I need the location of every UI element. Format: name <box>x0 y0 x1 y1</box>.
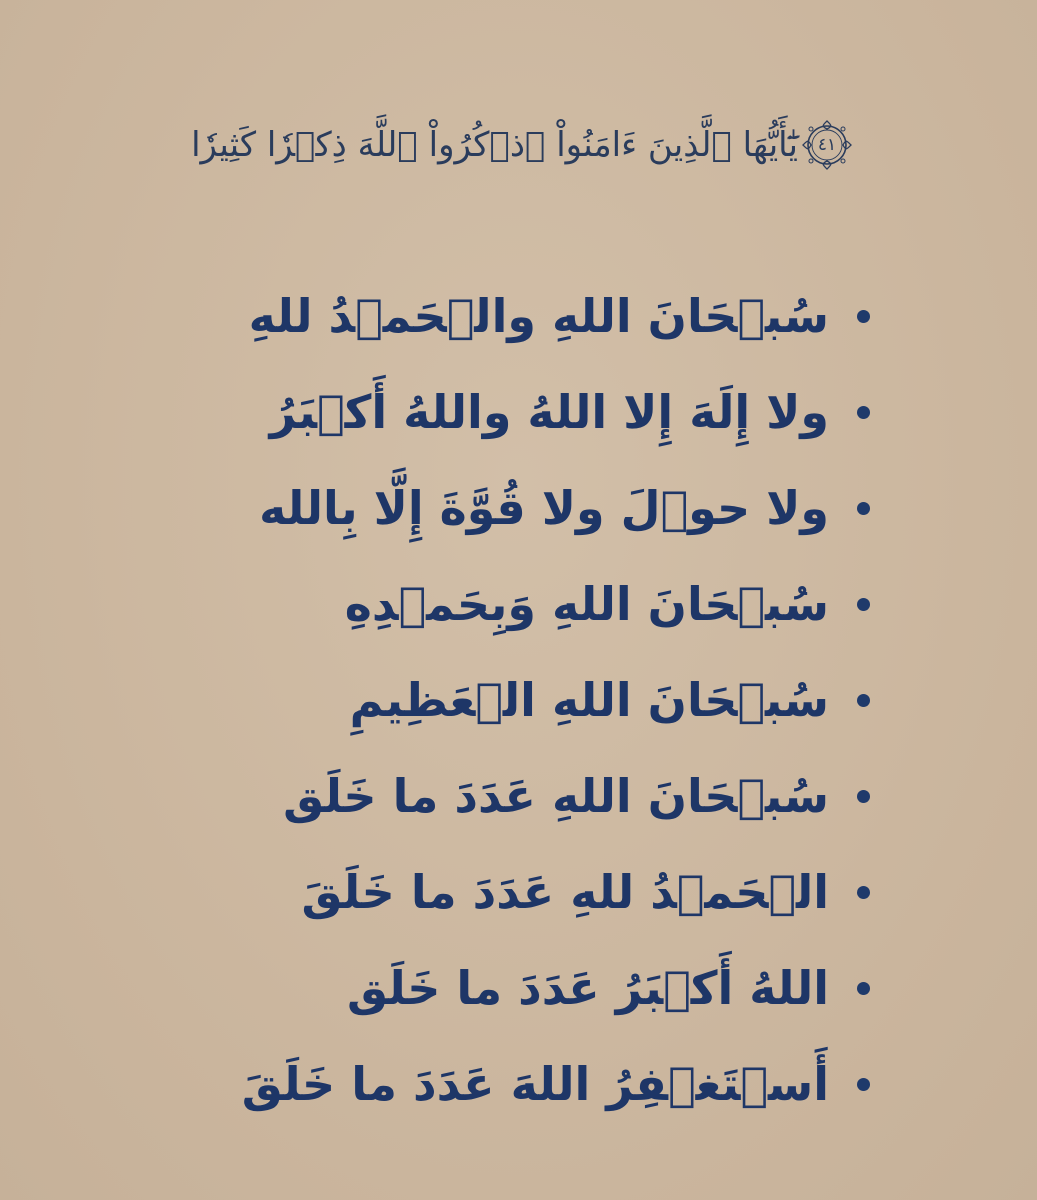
list-item <box>241 1036 870 1132</box>
list-item <box>300 652 870 748</box>
list-item <box>259 460 870 556</box>
dhikr-text: ولا حوۡلَ ولا قُوَّةَ إِلَّا بِالله <box>259 481 829 535</box>
bullet-icon <box>857 694 870 707</box>
list-item <box>300 556 870 652</box>
bullet-icon <box>857 886 870 899</box>
dhikr-text: سُبۡحَانَ اللهِ الۡعَظِيمِ <box>349 673 829 727</box>
bullet-icon <box>857 598 870 611</box>
dhikr-text: سُبۡحَانَ اللهِ وَبِحَمۡدِهِ <box>344 577 829 631</box>
dhikr-text: الۡحَمۡدُ للهِ عَدَدَ ما خَلَقَ <box>301 865 829 919</box>
dhikr-text: اللهُ أَكۡبَرُ عَدَدَ ما خَلَق <box>346 961 829 1015</box>
dhikr-text: سُبۡحَانَ اللهِ عَدَدَ ما خَلَق <box>283 769 829 823</box>
list-item <box>300 940 870 1036</box>
bullet-icon <box>857 982 870 995</box>
list-item <box>283 748 870 844</box>
list-item <box>248 268 870 364</box>
quran-verse <box>150 100 870 190</box>
verse-text: يَٰٓأَيُّهَا ٱلَّذِينَ ءَامَنُواْ ٱذۡكُرُواْ ٱللَّهَ ذِكۡرٗا كَثِيرٗا <box>191 125 798 165</box>
bullet-icon <box>857 406 870 419</box>
list-item <box>269 364 870 460</box>
bullet-icon <box>857 502 870 515</box>
list-item <box>300 844 870 940</box>
dhikr-text: سُبۡحَانَ اللهِ والۡحَمۡدُ للهِ <box>248 289 829 343</box>
bullet-icon <box>857 790 870 803</box>
ayah-number: ٤١ <box>817 135 837 155</box>
dhikr-text: ولا إِلَهَ إِلا اللهُ واللهُ أَكۡبَرُ <box>269 385 829 439</box>
bullet-icon <box>857 310 870 323</box>
dhikr-text: أَسۡتَغۡفِرُ اللهَ عَدَدَ ما خَلَقَ <box>241 1057 829 1111</box>
ayah-end-marker-icon <box>798 116 856 174</box>
dhikr-list <box>241 268 870 1132</box>
bullet-icon <box>857 1078 870 1091</box>
